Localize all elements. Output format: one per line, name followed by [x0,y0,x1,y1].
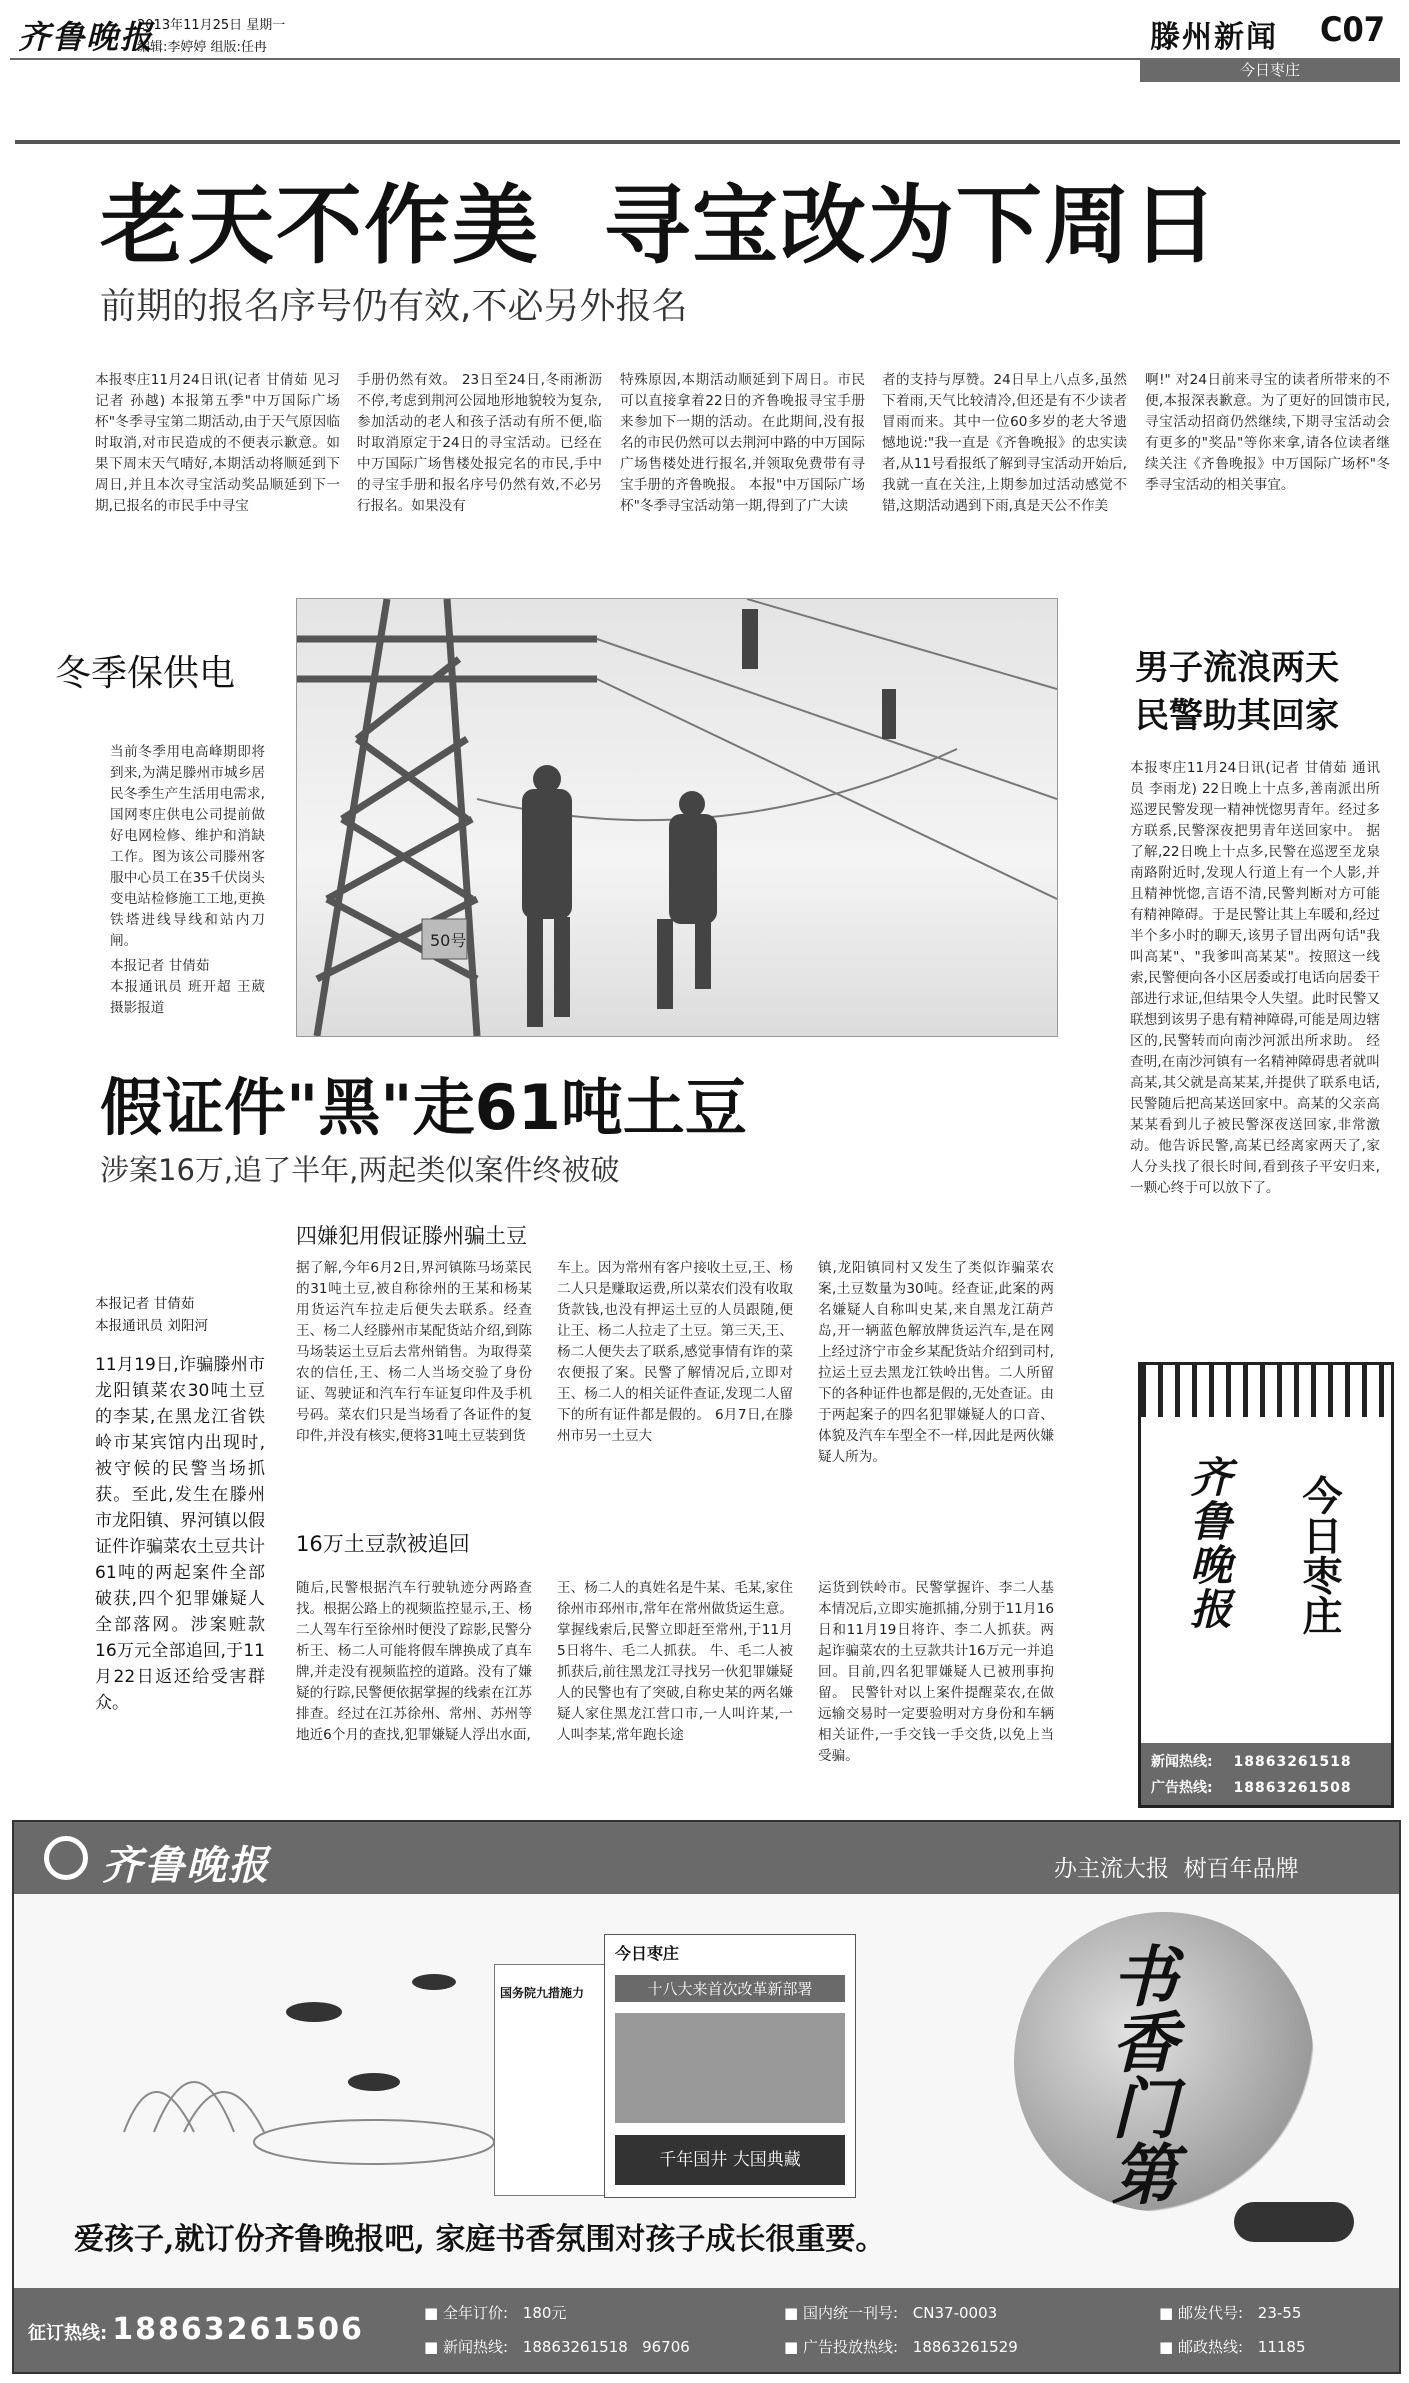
potato-headline: 假证件"黑"走61吨土豆 [100,1071,747,1144]
potato-subhead: 涉案16万,追了半年,两起类似案件终被破 [100,1153,620,1187]
info-2 [784,2302,997,2323]
side-ad-phones [1141,1743,1391,1805]
header-divider [15,140,1400,144]
winter-power-text: 当前冬季用电高峰期即将到来,为满足滕州市城乡居民冬季生产生活用电需求,国网枣庄供电公司提前做好电网检修、维护和消缺工作。图为该公司滕州客服中心员工在35千伏岗头变电站检修施工工地,更换铁塔进线导线和站内刀闸。 [110,744,265,949]
masthead-rule [10,58,1140,60]
masthead-editors: 编辑:李婷婷 组版:任冉 [137,40,267,55]
info-5-value: 18863261529 [912,2338,1018,2356]
masthead-logo: 齐鲁晚报 [18,18,155,56]
potato-credit-2: 本报通讯员 刘阳河 [95,1318,209,1334]
winter-power-body [110,742,265,1022]
info-4-value: 18863261518 96706 [522,2338,690,2356]
masthead-date: 2013年11月25日 星期一 [137,18,286,33]
info-2-value: CN37-0003 [912,2304,998,2322]
subsection-label: 今日枣庄 [1239,61,1300,79]
lead-col-4: 者的支持与厚赞。24日早上八点多,虽然下着雨,天气比较清冷,但还是有不少读者冒雨而来。其中一位60多岁的老大爷遗憾地说:"我一直是《齐鲁晚报》的忠实读者,从11号看报纸了解到寻宝活动开始后,我就一直在关注,上期参加过活动感觉不错,这期活动遇到下雨,真是天公不作美 [882,372,1127,514]
info-1-value: 180元 [522,2304,567,2322]
subscribe-label: 征订热线: [28,2323,108,2344]
winter-power-credit-1: 本报记者 甘倩茹 [110,958,210,974]
subscribe-hotline [28,2312,364,2347]
info-3-value: 23-55 [1257,2304,1302,2322]
info-5-bullet: ■ [784,2338,803,2356]
info-6-bullet: ■ [1159,2338,1178,2356]
side-news-label: 新闻热线: [1151,1754,1213,1770]
wanderer-title-2: 民警助其回家 [1135,696,1339,736]
bottom-ad-brand: 齐鲁晚报 [102,1842,270,1889]
side-ad-phone: 18863261508 [1233,1780,1352,1796]
calligraphy-text: 书香门第 [1100,1942,1178,2206]
potato-col-5: 王、杨二人的真姓名是牛某、毛某,家住徐州市邳州市,常年在常州做货运生意。掌握线索后,民警立即赶至常州,于11月5日将牛、毛二人抓获。 牛、毛二人被抓获后,前往黑龙江寻找另一伙犯罪嫌疑人的民警也有了突破,自称史某的两名嫌疑人家住黑龙江营口市,一人叫许某,一人叫李某,常年跑长途 [557,1580,793,1743]
potato-col-2: 车上。因为常州有客户接收土豆,王、杨二人只是赚取运费,所以菜农们没有收取货款钱,也没有押运土豆的人员跟随,便让王、杨二人拉走了土豆。第三天,王、杨二人便失去了联系,感觉事情有诈的菜农便报了案。民警了解情况后,立即对王、杨二人的相关证件查证,发现二人留下的所有证件都是假的。 6月7日,在滕州市另一土豆大 [557,1260,793,1444]
potato-credit-1: 本报记者 甘倩茹 [95,1296,195,1312]
tower-sign: 50号 [430,931,467,950]
brand-swirl-icon [44,1836,88,1880]
info-2-bullet: ■ [784,2304,803,2322]
side-ad-label: 广告热线: [1151,1780,1213,1796]
info-6-label: 邮政热线: [1177,2338,1244,2356]
bottom-ad [12,1820,1401,2374]
subscribe-phone: 18863261506 [112,2312,364,2347]
side-ad-fringe [1141,1365,1391,1417]
info-2-label: 国内统一刊号: [802,2304,899,2322]
lead-subhead: 前期的报名序号仍有效,不必另外报名 [100,286,688,327]
bottom-ad-tagline: 爱孩子,就订份齐鲁晚报吧, 家庭书香氛围对孩子成长很重要。 [74,2222,886,2257]
bottom-ad-slogan: 办主流大报 树百年品牌 [1054,1856,1299,1882]
lotus-fish-art [54,1912,514,2212]
winter-power-credit-2: 本报通讯员 班开超 王葳 摄影报道 [110,979,265,1016]
potato-subtitle-1: 四嫌犯用假证滕州骗土豆 [296,1224,527,1248]
side-ad-brand: 齐鲁晚报 [1184,1455,1233,1631]
info-3-bullet: ■ [1159,2304,1178,2322]
info-4-label: 新闻热线: [442,2338,509,2356]
info-6-value: 11185 [1257,2338,1306,2356]
potato-col-3: 镇,龙阳镇同村又发生了类似诈骗菜农案,土豆数量为30吨。经查证,此案的两名嫌疑人自称叫史某,来自黑龙江葫芦岛,开一辆蓝色解放牌货运汽车,是在网上经过济宁市金乡某配货站介绍到司村,拉运土豆去黑龙江铁岭出售。二人所留下的各种证件也都是假的,无处查证。由于两起案子的四名犯罪嫌疑人的口音、体貌及汽车车型全不一样,因此是两伙嫌疑人所为。 [818,1260,1054,1465]
wanderer-body: 本报枣庄11月24日讯(记者 甘倩茹 通讯员 李雨龙) 22日晚上十点多,善南派出所巡逻民警发现一精神恍惚男青年。经过多方联系,民警深夜把男青年送回家中。 据了解,22日晚上十点多,民警在巡逻至龙泉南路附近时,发现人行道上有一个人影,并且精神恍惚,言语不清,民警判断对方可能有精神障碍。于是民警让其上车暖和,经过半个多小时的聊天,该男子冒出两句话"我叫高某"、"我爹叫高某某"。按照这一线索,民警便向各小区居委或打电话向居委干部进行求证,但结果令人失望。此时民警又联想到该男子患有精神障碍,可能是周边辖区的,民警转而向南沙河派出所求助。 经查明,在南沙河镇有一名精神障碍患者就叫高某,其父就是高某某,并提供了联系电话,民警随后把高某送回家中。高某的父亲高某某看到儿子被民警深夜送回家,非常激动。他告诉民警,高某已经离家两天了,家人分头找了很长时间,看到孩子平安归来,一颗心终于可以放下了。 [1130,760,1380,1196]
info-5 [784,2336,1018,2357]
wanderer-title-1: 男子流浪两天 [1135,648,1339,688]
inkstone-icon [1234,2202,1354,2242]
side-ad-edition: 今日枣庄 [1296,1475,1343,1635]
potato-subtitle-2: 16万土豆款被追回 [296,1532,470,1556]
paper-front [604,1934,856,2198]
paper-photo [615,2013,845,2123]
paper-ad: 千年国井 大国典藏 [615,2135,845,2185]
potato-col-6: 运货到铁岭市。民警掌握许、李二人基本情况后,立即实施抓捕,分别于11月16日和11月19日将许、李二人抓获。两起诈骗菜农的土豆款共计16万元一并追回。目前,四名犯罪嫌疑人已被刑事拘留。 民警针对以上案件提醒菜农,在做远输交易时一定要验明对方身份和车辆相关证件,一手交钱一手交货,以免上当受骗。 [818,1580,1054,1764]
info-4-bullet: ■ [424,2338,443,2356]
info-6 [1159,2336,1306,2357]
potato-col-4: 随后,民警根据汽车行驶轨迹分两路查找。根据公路上的视频监控显示,王、杨二人驾车行至徐州时便没了踪影,民警分析王、杨二人可能将假车牌换成了真车牌,并走没有视频监控的道路。没有了嫌疑的行踪,民警便依据掌握的线索在江苏排查。经过在江苏徐州、常州、苏州等地近6个月的查找,犯罪嫌疑人浮出水面, [296,1580,532,1743]
page-number: C07 [1320,10,1386,50]
lead-col-1: 本报枣庄11月24日讯(记者 甘倩茹 见习记者 孙越) 本报第五季"中万国际广场杯"冬季寻宝第二期活动,由于天气原因临时取消,对市民造成的不便表示歉意。如果下周末天气晴好,本期活动将顺延到下周日,并且本次寻宝活动奖品顺延到下一期,已报名的市民手中寻宝 [95,372,340,514]
info-5-label: 广告投放热线: [802,2338,899,2356]
lead-col-3: 特殊原因,本期活动顺延到下周日。市民可以直接拿着22日的齐鲁晚报寻宝手册来参加下一期的活动。在此期间,没有报名的市民仍然可以去荆河中路的中万国际广场售楼处进行报名,并领取免费带有寻宝手册的齐鲁晚报。 本报"中万国际广场杯"冬季寻宝活动第一期,得到了广大读 [620,372,865,514]
newspaper-mockup [494,1934,884,2196]
info-3-label: 邮发代号: [1177,2304,1244,2322]
info-4 [424,2336,690,2357]
side-ad-box [1138,1362,1394,1808]
section-title: 滕州新闻 [1150,20,1278,55]
info-1 [424,2302,566,2323]
side-news-phone: 18863261518 [1233,1754,1352,1770]
info-1-bullet: ■ [424,2304,443,2322]
info-1-label: 全年订价: [442,2304,509,2322]
power-tower-photo [296,598,1058,1037]
winter-power-title: 冬季保供电 [55,653,236,694]
info-3 [1159,2302,1301,2323]
potato-col-1: 据了解,今年6月2日,界河镇陈马场菜民的31吨土豆,被自称徐州的王某和杨某用货运汽车拉走后便失去联系。经查王、杨二人经滕州市某配货站介绍,到陈马场装运土豆后去常州销售。为取得菜农的信任,王、杨二人当场交验了身份证、驾驶证和汽车行车证复印件及手机号码。菜农们只是当场看了各证件的复印件,并没有核实,便将31吨土豆装到货 [296,1260,532,1444]
lead-col-5: 啊!" 对24日前来寻宝的读者所带来的不便,本报深表歉意。为了更好的回馈市民,寻宝活动招商仍然继续,下期寻宝活动会有更多的"奖品"等你来拿,请各位读者继续关注《齐鲁晚报》中万国际广场杯"冬季寻宝活动的相关事宜。 [1145,372,1390,493]
lead-col-2: 手册仍然有效。 23日至24日,冬雨淅沥不停,考虑到荆河公园地形地貌较为复杂,参加活动的老人和孩子活动有所不便,临时取消原定于24日的寻宝活动。已经在中万国际广场售楼处报完名的市民,手中的寻宝手册和报名序号仍然有效,不必另行报名。如果没有 [357,372,602,514]
paper-title: 今日枣庄 [615,1944,680,1963]
power-tower-illustration [297,599,1057,1036]
potato-lead: 11月19日,诈骗滕州市龙阳镇菜农30吨土豆的李某,在黑龙江省铁岭市某宾馆内出现时,被守候的民警当场抓获。至此,发生在滕州市龙阳镇、界河镇以假证件诈骗菜农土豆共计61吨的两起案件全部破获,四个犯罪嫌疑人全部落网。涉案赃款16万元全部追回,于11月22日返还给受害群众。 [95,1355,265,1713]
paper-headline: 十八大来首次改革新部署 [615,1975,845,2002]
lead-headline: 老天不作美 寻宝改为下周日 [100,176,1220,276]
bottom-ad-footer [14,2288,1399,2372]
subsection-banner [1140,58,1400,82]
paper-tag: 国务院九措施力 [500,1986,585,2000]
